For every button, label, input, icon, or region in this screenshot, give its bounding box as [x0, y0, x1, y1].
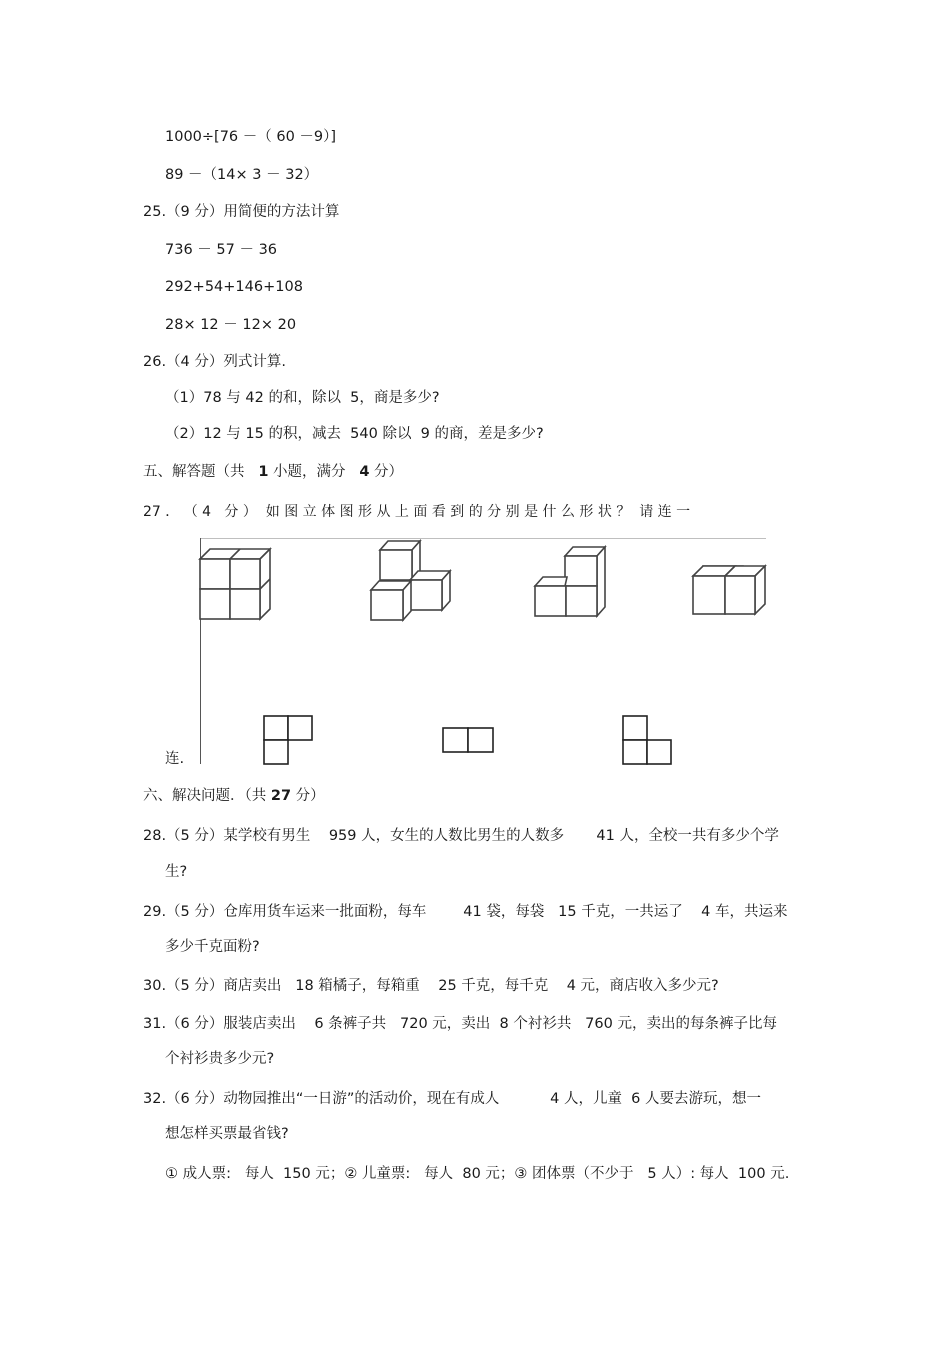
question-31-line-1: 31.（6 分）服装店卖出 6 条裤子共 720 元，卖出 8 个衬衫共 760 元，卖出的每条裤子比每 — [143, 1016, 777, 1032]
solid-figure-2 — [368, 538, 458, 624]
question-28-line-1: 28.（5 分）某学校有男生 959 人，女生的人数比男生的人数多 41 人，全校一共有多少个学 — [143, 828, 779, 844]
section-5-suffix: 分） — [369, 464, 404, 480]
section-5-middle: 小题，满分 — [268, 464, 360, 480]
top-view-shape-3 — [621, 714, 673, 766]
section-5-count: 1 — [258, 464, 269, 480]
question-25: 25.（9 分）用简便的方法计算 — [143, 204, 340, 220]
section-5-heading — [143, 462, 403, 482]
section-6-heading — [143, 786, 325, 806]
section-6-prefix: 六、解决问题．（共 — [143, 788, 271, 804]
solid-figure-1 — [198, 545, 278, 625]
question-32-line-1: 32.（6 分）动物园推出“一日游”的活动价，现在有成人 4 人，儿童 6 人要去游玩，想一 — [143, 1091, 762, 1107]
question-27: 27 ． （ 4 分 ） 如 图 立 体 图 形 从 上 面 看 到 的 分 别 是 什 么 形 状 ？ 请 连 一 — [143, 504, 691, 520]
question-29-line-1: 29.（5 分）仓库用货车运来一批面粉，每车 41 袋，每袋 15 千克，一共运了 4 车，共运来 — [143, 904, 788, 920]
question-27-end: 连. — [165, 751, 185, 767]
top-view-shape-2 — [441, 726, 495, 754]
question-25-item-3: 28× 12 － 12× 20 — [165, 317, 297, 333]
solid-figure-3 — [533, 544, 613, 624]
question-32-line-2: 想怎样买票最省钱? — [165, 1126, 289, 1142]
expression-1: 1000÷[76 －（ 60 －9）] — [165, 129, 337, 145]
section-5-prefix: 五、解答题（共 — [143, 464, 259, 480]
section-6-score: 27 — [270, 788, 292, 804]
question-26: 26.（4 分）列式计算. — [143, 354, 287, 370]
question-26-part-1: （1）78 与 42 的和，除以 5，商是多少? — [165, 390, 440, 406]
section-6-suffix: 分） — [291, 788, 325, 804]
top-view-shape-1 — [262, 714, 314, 766]
question-28-line-2: 生? — [165, 864, 188, 880]
section-5-score: 4 — [359, 464, 370, 480]
question-25-item-1: 736 － 57 － 36 — [165, 242, 278, 258]
question-31-line-2: 个衬衫贵多少元? — [165, 1051, 275, 1067]
question-32-line-3: ① 成人票: 每人 150 元；② 儿童票: 每人 80 元；③ 团体票（不少于 5 人）: 每人 100 元. — [165, 1166, 790, 1182]
question-26-part-2: （2）12 与 15 的积，减去 540 除以 9 的商，差是多少? — [165, 426, 544, 442]
question-29-line-2: 多少千克面粉? — [165, 939, 260, 955]
solid-figure-4 — [691, 562, 771, 620]
figure-frame-top — [200, 538, 766, 539]
question-25-item-2: 292+54+146+108 — [165, 279, 303, 295]
question-30: 30.（5 分）商店卖出 18 箱橘子，每箱重 25 千克，每千克 4 元，商店收入多少元? — [143, 978, 719, 994]
expression-2: 89 －（14× 3 － 32） — [165, 167, 319, 183]
